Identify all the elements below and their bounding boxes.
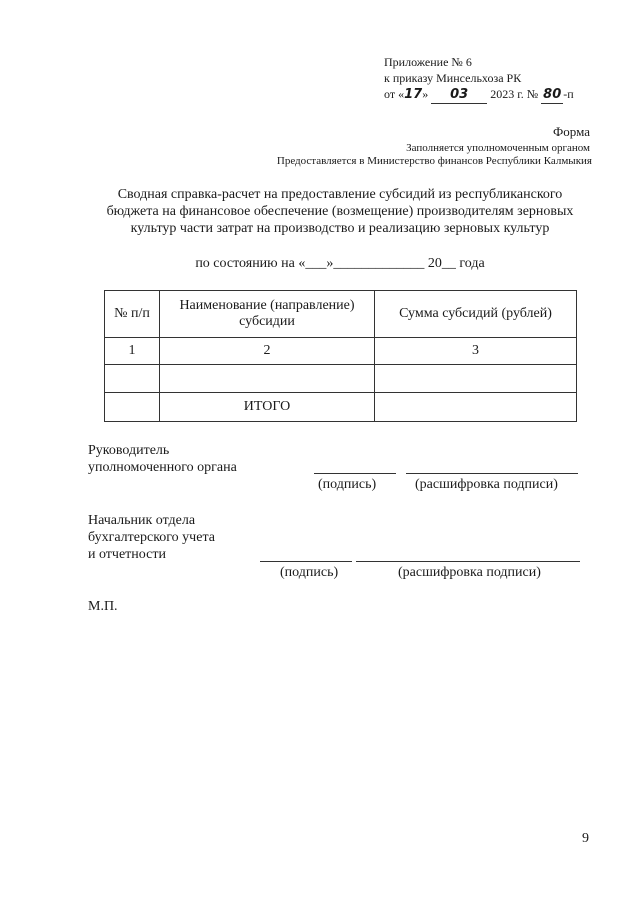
table-cell (375, 365, 577, 393)
table-cell (105, 393, 160, 422)
order-month: 03 (450, 87, 469, 102)
header-subsidy-amount: Сумма субсидий (рублей) (375, 291, 577, 338)
chief-line-2: бухгалтерского учета (88, 530, 215, 545)
header-subsidy-name: Наименование (направление) субсидии (160, 291, 375, 338)
chief-signature-caption: (подпись) (280, 565, 339, 580)
fill-note: Заполняется уполномоченным органом (406, 142, 590, 154)
total-label: ИТОГО (160, 393, 375, 422)
head-line-1: Руководитель (88, 443, 170, 458)
appendix-block (384, 54, 604, 104)
table-row (105, 365, 577, 393)
order-from: от « (384, 87, 405, 101)
order-mid: » (422, 87, 429, 101)
chief-signature-line (260, 561, 352, 562)
head-decoding-line (406, 473, 578, 474)
column-number-2: 2 (160, 338, 375, 365)
chief-line-3: и отчетности (88, 547, 166, 562)
page-number: 9 (582, 831, 589, 846)
table-cell (160, 365, 375, 393)
head-line-2: уполномоченного органа (88, 460, 237, 475)
form-label: Форма (553, 124, 590, 139)
head-decoding-caption: (расшифровка подписи) (415, 477, 558, 492)
table-column-numbers-row (105, 338, 577, 365)
stamp-place: М.П. (88, 599, 118, 614)
head-signature-caption: (подпись) (318, 477, 377, 492)
order-day: 17 (404, 87, 423, 102)
order-number: 80 (543, 87, 562, 102)
table-cell (105, 365, 160, 393)
document-title: Сводная справка-расчет на предоставление субсидий из республиканского бюджета на финансовое обеспечение (возмещение) производителям зерновых культур части затрат на производство и реализацию зерновых культур (106, 187, 574, 236)
appendix-order-line (384, 86, 604, 104)
order-year: 2023 г. № (490, 87, 539, 101)
subsidy-table (104, 290, 577, 422)
table-header-row (105, 291, 577, 338)
head-signature-line (314, 473, 396, 474)
chief-line-1: Начальник отдела (88, 513, 196, 528)
column-number-3: 3 (375, 338, 577, 365)
chief-decoding-line (356, 561, 580, 562)
chief-title (88, 512, 215, 563)
chief-decoding-caption: (расшифровка подписи) (398, 565, 541, 580)
table-total-row (105, 393, 577, 422)
order-month-field (431, 86, 487, 104)
order-suffix: -п (563, 87, 574, 101)
order-number-field (541, 86, 563, 104)
column-number-1: 1 (105, 338, 160, 365)
submit-note: Предоставляется в Министерство финансов Республики Калмыкия (276, 155, 592, 167)
head-title (88, 442, 237, 476)
as-of-date: по состоянию на «___»_____________ 20__ года (195, 256, 485, 271)
total-amount (375, 393, 577, 422)
appendix-line-1: Приложение № 6 (384, 55, 472, 69)
header-number: № п/п (105, 291, 160, 338)
appendix-line-2: к приказу Минсельхоза РК (384, 71, 522, 85)
